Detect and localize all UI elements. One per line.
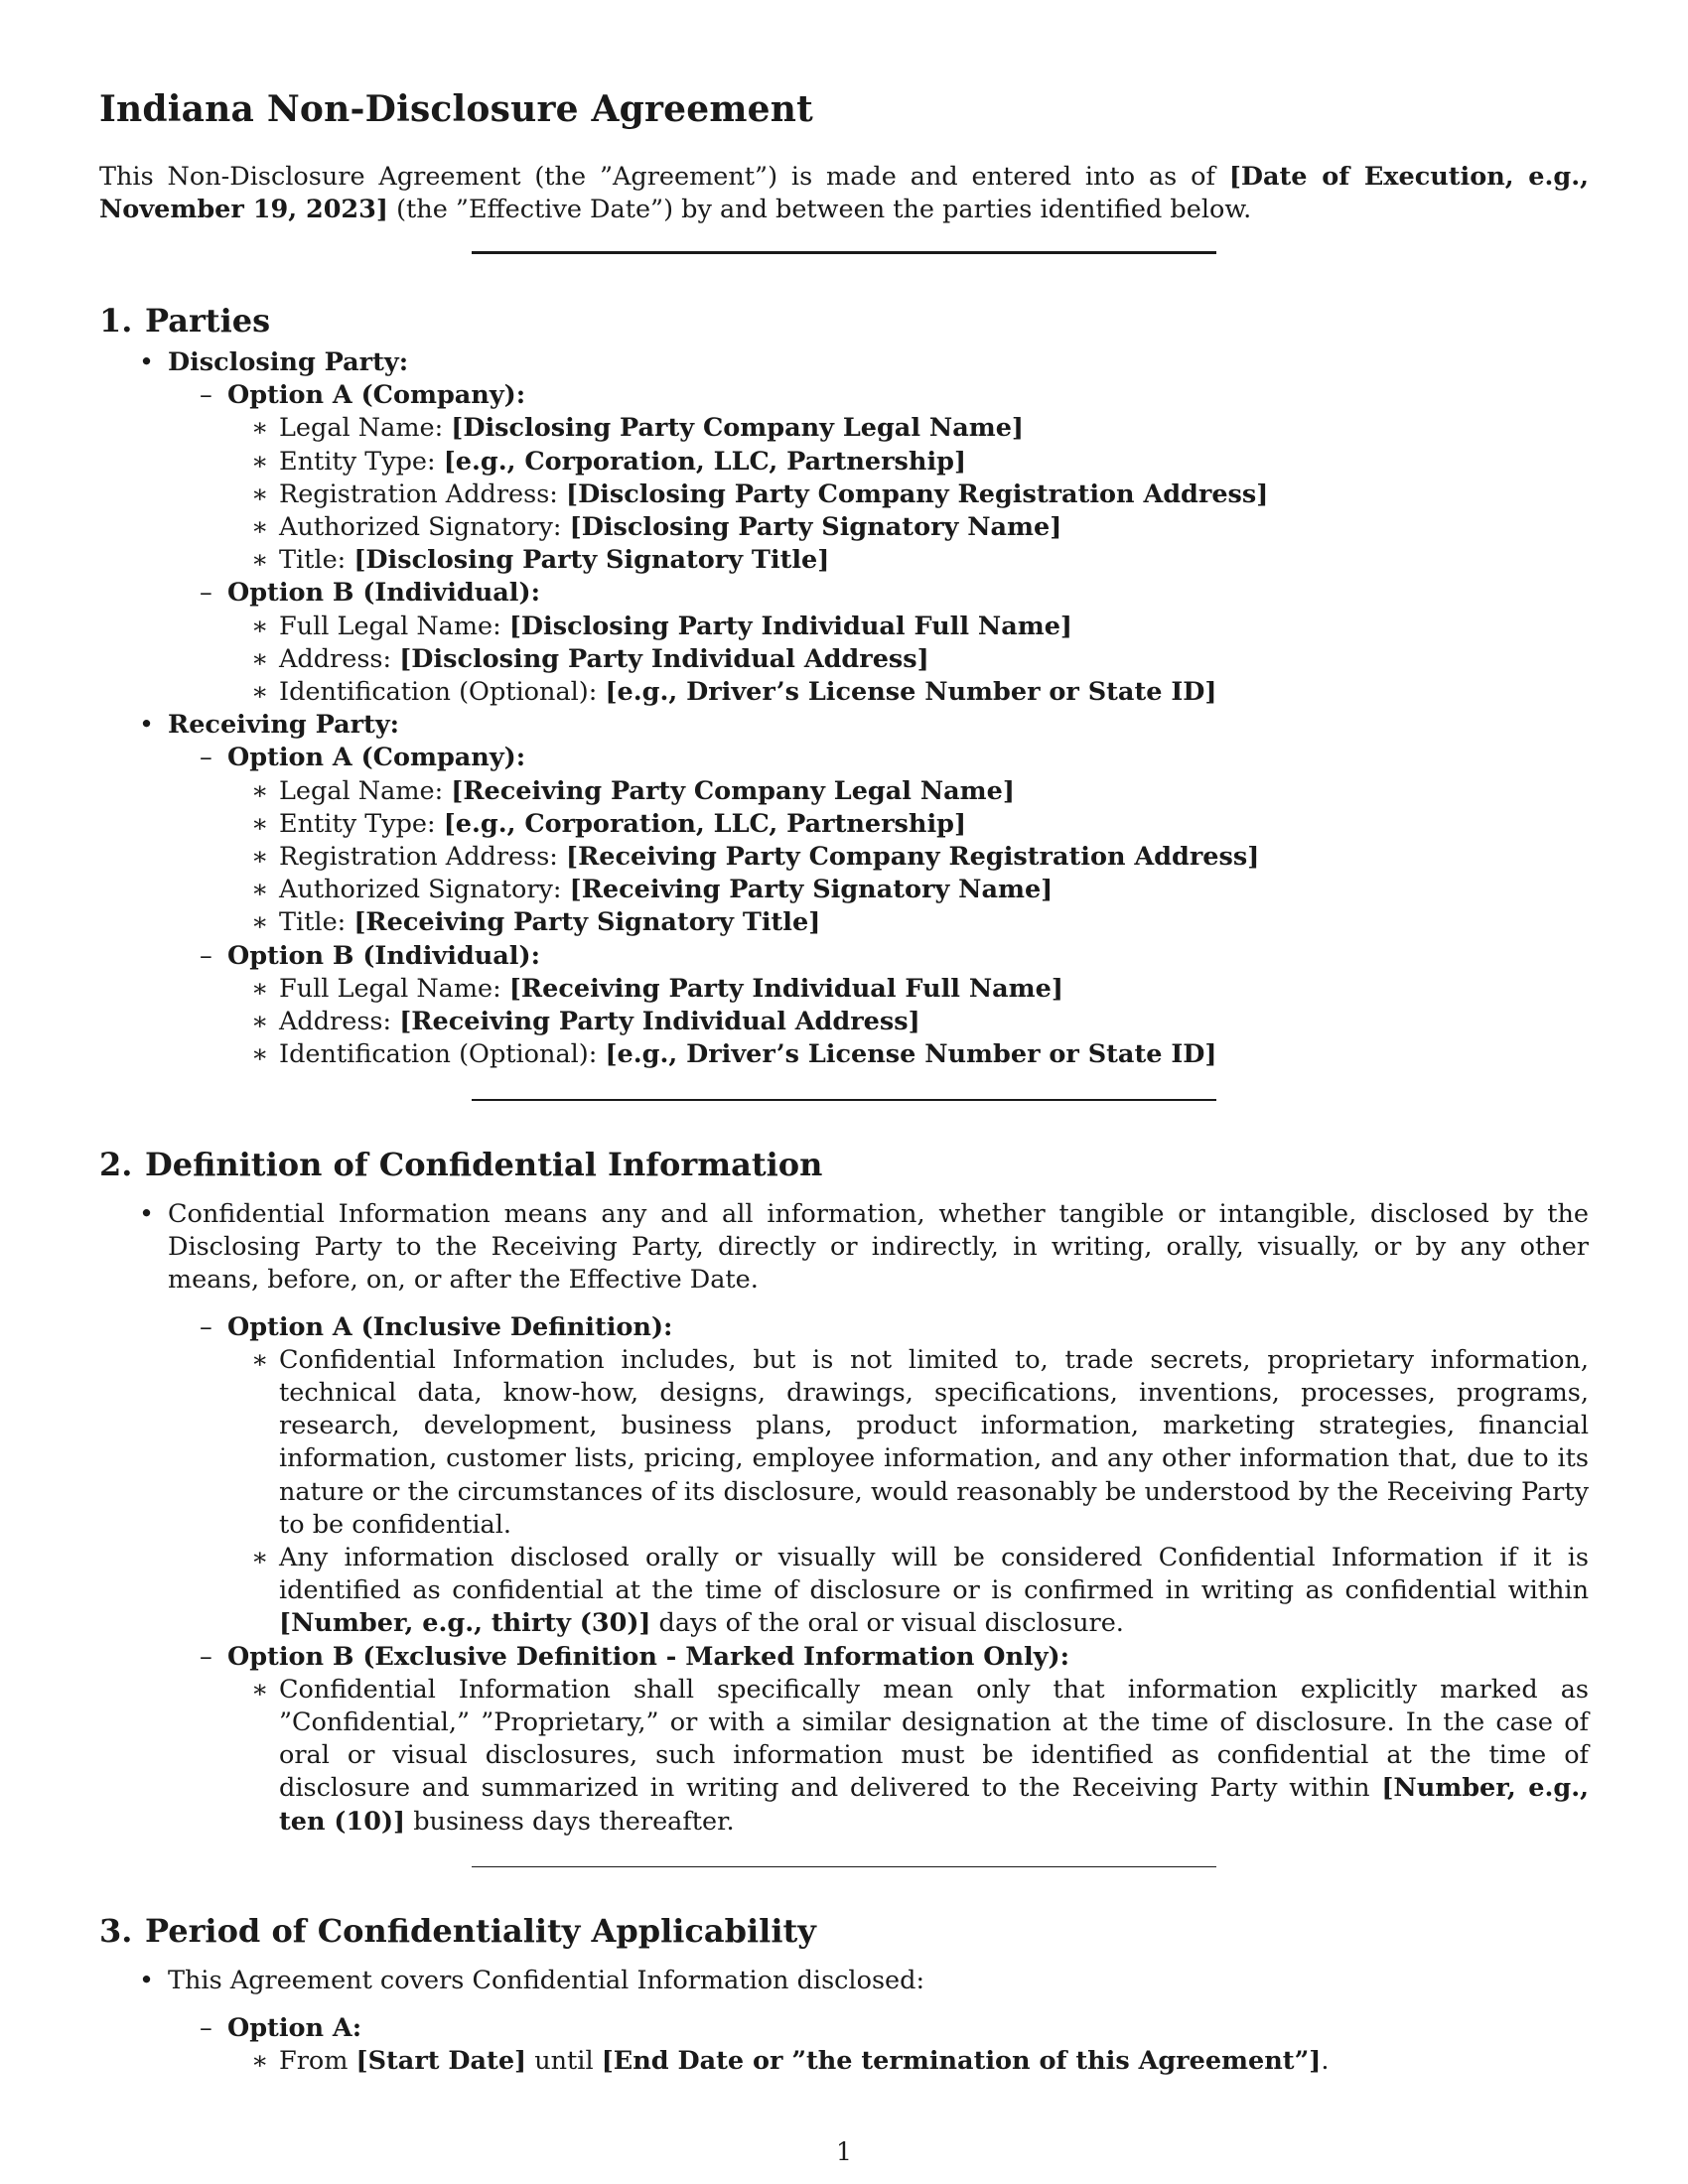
document-page — [99, 87, 1589, 2078]
section-heading-definition: 2. Definition of Confidential Information — [99, 1145, 823, 1183]
list-item: ∗ Identification (Optional): [e.g., Driver’s License Number or State ID] — [227, 676, 1589, 709]
list-item: ∗ Authorized Signatory: [Receiving Party Signatory Name] — [227, 874, 1589, 906]
list-item: ∗ Any information disclosed orally or visually will be considered Confidential Information if it is identified as confidential at the time of disclosure or is confirmed in writing as confidential within [Number, e.g., thirty (30)] days of the oral or visual disclosure. — [227, 1542, 1589, 1641]
list-item: ∗ Title: [Receiving Party Signatory Title] — [227, 906, 1589, 939]
list-item: ∗ Registration Address: [Receiving Party Company Registration Address] — [227, 841, 1589, 874]
section-divider — [472, 1866, 1216, 1868]
list-item: ∗ Confidential Information shall specifically mean only that information explicitly marked as ”Confidential,” ”Proprietary,” or with a similar designation at the time of disclosure. In the case of oral or visual disclosures, such information must be identified as confidential at the time of disclosure and summarized in writing and delivered to the Receiving Party within [Number, e.g., ten (10)] business days thereafter. — [227, 1674, 1589, 1839]
list-item: ∗ Title: [Disclosing Party Signatory Title] — [227, 544, 1589, 577]
list-item: – Option B (Individual): ∗ Full Legal Name: [Disclosing Party Individual Full Name] ∗ Address: [Disclosing Party Individual Address] ∗ Identification (Optional): [e.g., Driver’s License Number or State ID] — [168, 577, 1589, 709]
list-item: ∗ Registration Address: [Disclosing Party Company Registration Address] — [227, 478, 1589, 511]
list-item: ∗ Authorized Signatory: [Disclosing Party Signatory Name] — [227, 511, 1589, 544]
page-number: 1 — [836, 2137, 852, 2166]
list-item: ∗ Legal Name: [Disclosing Party Company Legal Name] — [227, 412, 1589, 445]
section-heading-period: 3. Period of Confidentiality Applicability — [99, 1912, 816, 1951]
list-item: – Option B (Exclusive Definition - Marked Information Only): ∗ Confidential Information shall specifically mean only that information explicitly marked as ”Confidential,” ”Proprietary,” or with a similar designation at the time of disclosure. In the case of oral or visual disclosures, such information must be identified as confidential at the time of disclosure and summarized in writing and delivered to the Receiving Party within [Number, e.g., ten (10)] business days thereafter. — [168, 1641, 1589, 1839]
definition-list — [99, 1198, 1589, 1839]
list-item: – Option A (Company): ∗ Legal Name: [Disclosing Party Company Legal Name] ∗ Entity Type: [e.g., Corporation, LLC, Partnership] ∗ Registration Address: [Disclosing Party Company Registration Address] ∗ Authorized Signatory: [Disclosing Party Signatory Name] ∗ Title: [Disclosing Party Signatory Title] — [168, 379, 1589, 577]
list-item: – Option A (Company): ∗ Legal Name: [Receiving Party Company Legal Name] ∗ Entity Type: [e.g., Corporation, LLC, Partnership] ∗ Registration Address: [Receiving Party Company Registration Address] ∗ Authorized Signatory: [Receiving Party Signatory Name] ∗ Title: [Receiving Party Signatory Title] — [168, 742, 1589, 939]
section-heading-parties: 1. Parties — [99, 302, 271, 340]
list-item: ∗ Address: [Receiving Party Individual Address] — [227, 1006, 1589, 1038]
section-divider — [472, 251, 1216, 254]
date-placeholder: [Date of Execution, e.g., November 19, 2023] — [99, 162, 1589, 224]
list-item: ∗ Address: [Disclosing Party Individual Address] — [227, 643, 1589, 676]
list-item: – Option B (Individual): ∗ Full Legal Name: [Receiving Party Individual Full Name] ∗ Address: [Receiving Party Individual Address] ∗ Identification (Optional): [e.g., Driver’s License Number or State ID] — [168, 940, 1589, 1072]
list-item — [99, 709, 1589, 1071]
receiving-party-label: Receiving Party: — [168, 710, 400, 741]
parties-list — [99, 346, 1589, 1071]
disclosing-party-label: Disclosing Party: — [168, 347, 409, 377]
intro-paragraph: This Non-Disclosure Agreement (the ”Agreement”) is made and entered into as of [Date of Execution, e.g., November 19, 2023] (the ”Effective Date”) by and between the parties identified below. — [99, 162, 1589, 224]
list-item: – Option A: ∗ From [Start Date] until [End Date or ”the termination of this Agreement”]. — [168, 2012, 1589, 2078]
list-item: ∗ Identification (Optional): [e.g., Driver’s License Number or State ID] — [227, 1038, 1589, 1071]
list-item: • This Agreement covers Confidential Information disclosed: – Option A: ∗ From [Start Date] until [End Date or ”the termination of this Agreement”]. — [99, 1965, 1589, 2078]
list-item: ∗ Confidential Information includes, but is not limited to, trade secrets, proprietary information, technical data, know-how, designs, drawings, specifications, inventions, processes, programs, research, development, business plans, product information, marketing strategies, financial information, customer lists, pricing, employee information, and any other information that, due to its nature or the circumstances of its disclosure, would reasonably be understood by the Receiving Party to be confidential. — [227, 1344, 1589, 1542]
list-item: ∗ Legal Name: [Receiving Party Company Legal Name] — [227, 775, 1589, 808]
list-item — [99, 346, 1589, 709]
list-item: ∗ Entity Type: [e.g., Corporation, LLC, Partnership] — [227, 446, 1589, 478]
list-item: ∗ Full Legal Name: [Receiving Party Individual Full Name] — [227, 973, 1589, 1006]
list-item: ∗ Entity Type: [e.g., Corporation, LLC, Partnership] — [227, 808, 1589, 841]
list-item: • Confidential Information means any and all information, whether tangible or intangible, disclosed by the Disclosing Party to the Receiving Party, directly or indirectly, in writing, orally, visually, or by any other means, before, on, or after the Effective Date. – Option A (Inclusive Definition): ∗ Confidential Information includes, but is not limited to, trade secrets, proprietary information, technical data, know-how, designs, drawings, specifications, inventions, processes, programs, research, development, business plans, product information, marketing strategies, financial information, customer lists, pricing, employee information, and any other information that, due to its nature or the circumstances of its disclosure, would reasonably be understood by the Receiving Party to be confidential. ∗ Any information disclosed orally or visually will be considered Confidential Information if it is identified as confidential at the time of disclosure or is confirmed in writing as confidential within [Number, e.g., thirty (30)] days of the oral or visual disclosure. – Option B (Exclusive Definition - Marked Information Only): ∗ Confidential Information shall specifically mean only that information explicitly marked as ”Confidential,” ”Proprietary,” or with a similar designation at the time of disclosure. In the case of oral or visual disclosures, such information must be identified as confidential at the time of disclosure and summarized in writing and delivered to the Receiving Party within [Number, e.g., ten (10)] business days thereafter. — [99, 1198, 1589, 1839]
list-item: ∗ From [Start Date] until [End Date or ”the termination of this Agreement”]. — [227, 2045, 1589, 2078]
period-list — [99, 1965, 1589, 2078]
section-divider — [472, 1099, 1216, 1101]
document-title: Indiana Non-Disclosure Agreement — [99, 88, 813, 130]
list-item: – Option A (Inclusive Definition): ∗ Confidential Information includes, but is not limited to, trade secrets, proprietary information, technical data, know-how, designs, drawings, specifications, inventions, processes, programs, research, development, business plans, product information, marketing strategies, financial information, customer lists, pricing, employee information, and any other information that, due to its nature or the circumstances of its disclosure, would reasonably be understood by the Receiving Party to be confidential. ∗ Any information disclosed orally or visually will be considered Confidential Information if it is identified as confidential at the time of disclosure or is confirmed in writing as confidential within [Number, e.g., thirty (30)] days of the oral or visual disclosure. — [168, 1311, 1589, 1641]
list-item: ∗ Full Legal Name: [Disclosing Party Individual Full Name] — [227, 611, 1589, 643]
